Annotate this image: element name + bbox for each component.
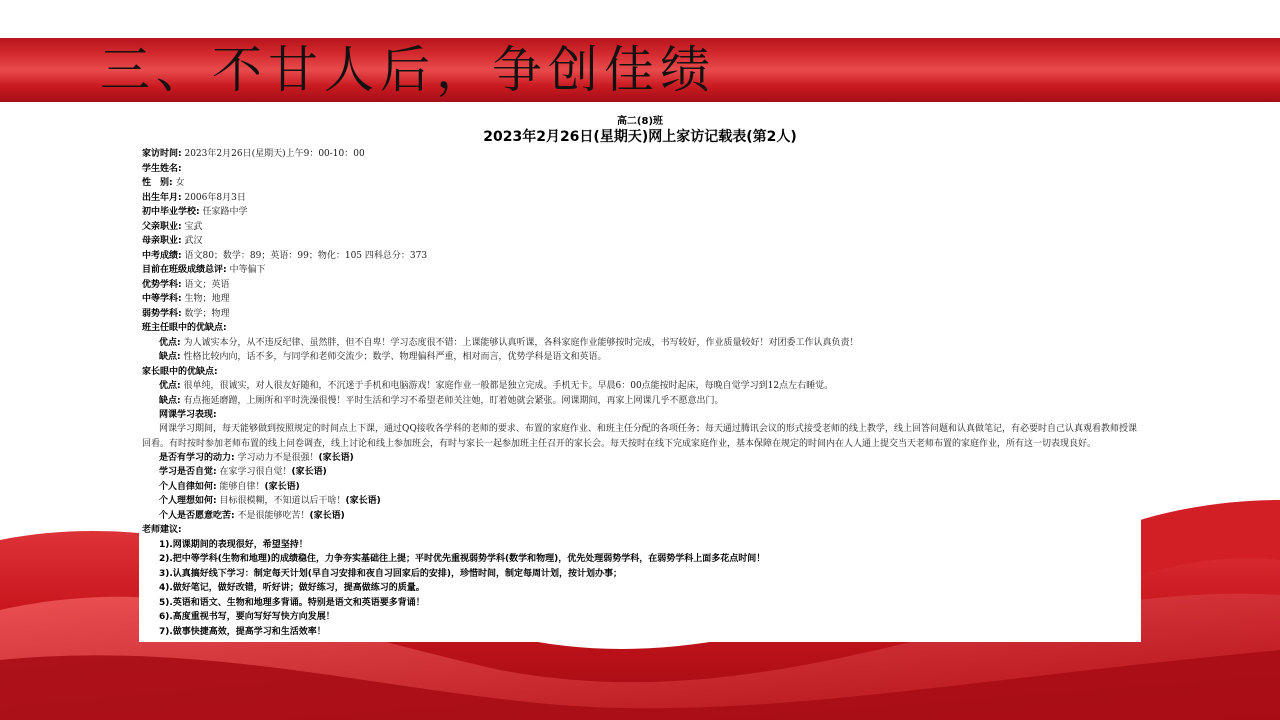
teacher-view-heading: 班主任眼中的优缺点:	[142, 323, 227, 333]
home-visit-record-document	[139, 106, 1141, 642]
advice-item: 6).高度重视书写，要向写好写快方向发展！	[159, 612, 335, 622]
advice-item: 2).把中等学科(生物和地理)的成绩稳住，力争夯实基础往上提；平时优先重视弱势学科(数学和物理)，优先处理弱势学科，在弱势学科上面多花点时间！	[159, 554, 766, 564]
advice-heading: 老师建议:	[142, 525, 182, 535]
class-name: 高二(8)班	[616, 116, 664, 127]
field-gender: 性 别: 女	[142, 178, 185, 188]
advice-item: 5).英语和语文、生物和地理多背诵。特别是语文和英语要多背诵！	[159, 597, 425, 608]
qa-ideals: 个人理想如何: 目标很模糊，不知道以后干啥！(家长语)	[159, 496, 381, 506]
field-weak-subjects: 弱势学科: 数学；物理	[142, 308, 230, 319]
parent-view-pros: 优点: 很单纯，很诚实，对人很友好随和，不沉迷于手机和电脑游戏！家庭作业一般都是独立完成。手机无卡。早晨6：00点能按时起床，每晚自觉学习到12点左右睡觉。	[159, 381, 834, 391]
parent-view-heading: 家长眼中的优缺点:	[142, 366, 218, 377]
field-visit-time: 家访时间: 2023年2月26日(星期天)上午9：00-10：00	[142, 149, 365, 159]
field-father-job: 父亲职业: 宝武	[142, 221, 203, 232]
advice-item: 4).做好笔记，做好改错，听好讲；做好练习，提高做练习的质量。	[159, 583, 425, 593]
qa-hardship: 个人是否愿意吃苦: 不是很能够吃苦！(家长语)	[159, 510, 345, 521]
field-birth-date: 出生年月: 2006年8月3日	[142, 192, 246, 203]
qa-self-control: 个人自律如何: 能够自律！(家长语)	[159, 481, 300, 492]
field-strong-subjects: 优势学科: 语文；英语	[142, 279, 230, 290]
advice-item: 1).网课期间的表现很好，希望坚持！	[159, 539, 308, 550]
document-title: 2023年2月26日(星期天)网上家访记载表(第2人)	[483, 129, 797, 145]
title-banner	[0, 38, 1280, 102]
online-learning-heading: 网课学习表现:	[159, 410, 217, 420]
field-student-name: 学生姓名:	[142, 163, 182, 174]
slide-title: 三、不甘人后，争创佳绩	[100, 41, 716, 99]
teacher-view-pros: 优点: 为人诚实本分，从不违反纪律、虽然胖，但不自卑！学习态度很不错：上课能够认真听课，各科家庭作业能够按时完成，书写较好，作业质量较好！对团委工作认真负责！	[159, 337, 859, 348]
advice-item: 7).做事快捷高效，提高学习和生活效率！	[159, 626, 326, 637]
qa-self-discipline-study: 学习是否自觉: 在家学习很自觉！(家长语)	[159, 467, 327, 477]
qa-motivation: 是否有学习的动力: 学习动力不是很强！(家长语)	[159, 452, 354, 463]
online-learning-paragraph: 网课学习期间，每天能够做到按照规定的时间点上下课，通过QQ接收各学科的老师的要求、布置的家庭作业、和班主任分配的各项任务；每天通过腾讯会议的形式接受老师的线上教学，线上回答问题和认真做笔记，有必要时自己认真观看教师授课回看。有时按时参加老师布置的线上问卷调查，线上讨论和线上参加班会，有时与家长一起参加班主任召开的家长会。每天按时在线下完成家庭作业，基本保障在规定的时间内在人人通上提交当天老师布置的家庭作业，所有这一切表现良好。	[142, 424, 1137, 449]
advice-item: 3).认真搞好线下学习：制定每天计划(早自习安排和夜自习回家后的安排)，珍惜时间，制定每周计划，按计划办事；	[159, 568, 623, 579]
field-medium-subjects: 中等学科: 生物；地理	[142, 294, 230, 304]
field-mother-job: 母亲职业: 武汉	[142, 236, 203, 246]
parent-view-cons: 缺点: 有点拖延磨蹭，上厕所和平时洗澡很慢！平时生活和学习不希望老师关注她，盯着她就会紧张。网课期间，再家上网课几乎不愿意出门。	[159, 395, 724, 406]
field-middle-school: 初中毕业学校: 任家路中学	[142, 207, 248, 217]
field-class-rank: 目前在班级成绩总评: 中等偏下	[142, 265, 266, 275]
field-exam-scores: 中考成绩: 语文80；数学：89；英语：99；物化：105 四科总分：373	[142, 250, 428, 261]
teacher-view-cons: 缺点: 性格比较内向，话不多，与同学和老师交流少；数学、物理偏科严重，相对而言，优势学科是语文和英语。	[159, 352, 607, 362]
